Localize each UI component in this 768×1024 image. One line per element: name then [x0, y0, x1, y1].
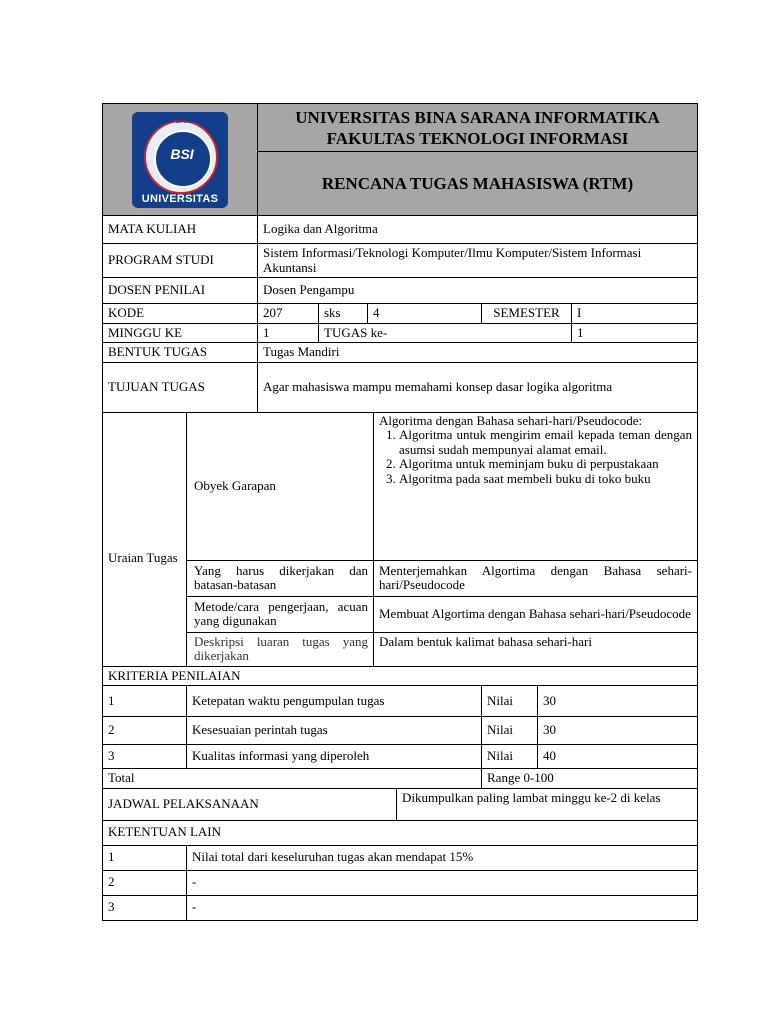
ketentuan-label: KETENTUAN LAIN: [103, 820, 698, 845]
kode-value: 207: [258, 304, 319, 324]
kriteria-nilai: 30: [538, 717, 698, 745]
program-studi-label: PROGRAM STUDI: [103, 244, 258, 278]
doc-title: RENCANA TUGAS MAHASISWA (RTM): [258, 152, 698, 216]
logo-top-text: BINA SARANA: [156, 117, 206, 125]
kriteria-nilai-label: Nilai: [482, 745, 538, 769]
obyek-value: [374, 412, 698, 560]
uraian-label: Uraian Tugas: [103, 412, 187, 666]
university-logo: [132, 112, 228, 208]
tujuan-value: Agar mahasiswa mampu memahami konsep dasar logika algoritma: [258, 362, 698, 412]
rtm-document: [102, 103, 697, 921]
logo-bottom-text: UNIVERSITAS: [141, 192, 219, 205]
total-range: Range 0-100: [482, 769, 698, 789]
logo-cell: [103, 104, 258, 216]
mata-kuliah-value: Logika dan Algoritma: [258, 216, 698, 244]
tugas-label: TUGAS ke-: [319, 323, 572, 343]
deskripsi-label: Deskripsi luaran tugas yang dikerjakan: [187, 632, 374, 666]
bentuk-value: Tugas Mandiri: [258, 343, 698, 363]
jadwal-label: JADWAL PELAKSANAAN: [103, 788, 397, 820]
kriteria-no: 2: [103, 717, 187, 745]
dosen-label: DOSEN PENILAI: [103, 278, 258, 304]
kriteria-no: 1: [103, 686, 187, 717]
mata-kuliah-label: MATA KULIAH: [103, 216, 258, 244]
header-university: [258, 104, 698, 152]
obyek-item: 3. Algoritma pada saat membeli buku di toko buku: [399, 472, 692, 487]
obyek-item: 2. Algoritma untuk meminjam buku di perpustakaan: [399, 457, 692, 472]
harus-value: Menterjemahkan Algortima dengan Bahasa sehari-hari/Pseudocode: [374, 560, 698, 596]
ketentuan-no: 3: [103, 895, 187, 920]
kriteria-label: KRITERIA PENILAIAN: [103, 666, 698, 686]
tugas-value: 1: [572, 323, 698, 343]
university-name: UNIVERSITAS BINA SARANA INFORMATIKA: [295, 107, 660, 127]
faculty-name: FAKULTAS TEKNOLOGI INFORMASI: [326, 128, 629, 148]
rtm-table: [102, 103, 698, 921]
minggu-label: MINGGU KE: [103, 323, 258, 343]
kriteria-desc: Kesesuaian perintah tugas: [187, 717, 482, 745]
kriteria-no: 3: [103, 745, 187, 769]
ketentuan-text: Nilai total dari keseluruhan tugas akan mendapat 15%: [187, 845, 698, 870]
logo-mark: BSI: [170, 145, 194, 162]
obyek-intro: Algoritma dengan Bahasa sehari-hari/Pseudocode:: [379, 412, 643, 428]
ketentuan-text: -: [187, 870, 698, 895]
metode-value: Membuat Algortima dengan Bahasa sehari-hari/Pseudocode: [374, 596, 698, 632]
ketentuan-text: -: [187, 895, 698, 920]
program-studi-value: Sistem Informasi/Teknologi Komputer/Ilmu Komputer/Sistem Informasi Akuntansi: [258, 244, 698, 278]
deskripsi-value: Dalam bentuk kalimat bahasa sehari-hari: [374, 632, 698, 666]
total-label: Total: [103, 769, 482, 789]
harus-label: Yang harus dikerjakan dan batasan-batasan: [187, 560, 374, 596]
obyek-item: 1. Algoritma untuk mengirim email kepada teman dengan asumsi sudah mempunyai alamat email.: [399, 428, 692, 457]
metode-label: Metode/cara pengerjaan, acuan yang digunakan: [187, 596, 374, 632]
ketentuan-no: 2: [103, 870, 187, 895]
semester-value: I: [572, 304, 698, 324]
kriteria-nilai-label: Nilai: [482, 686, 538, 717]
kriteria-desc: Kualitas informasi yang diperoleh: [187, 745, 482, 769]
sks-label: sks: [319, 304, 368, 324]
jadwal-value: Dikumpulkan paling lambat minggu ke-2 di kelas: [397, 788, 698, 820]
kriteria-nilai: 40: [538, 745, 698, 769]
semester-label: SEMESTER: [482, 304, 572, 324]
bentuk-label: BENTUK TUGAS: [103, 343, 258, 363]
kriteria-nilai-label: Nilai: [482, 717, 538, 745]
ketentuan-no: 1: [103, 845, 187, 870]
obyek-label: Obyek Garapan: [187, 412, 374, 560]
kriteria-desc: Ketepatan waktu pengumpulan tugas: [187, 686, 482, 717]
dosen-value: Dosen Pengampu: [258, 278, 698, 304]
kriteria-nilai: 30: [538, 686, 698, 717]
minggu-value: 1: [258, 323, 319, 343]
sks-value: 4: [368, 304, 482, 324]
obyek-list: [379, 428, 692, 486]
tujuan-label: TUJUAN TUGAS: [103, 362, 258, 412]
kode-label: KODE: [103, 304, 258, 324]
